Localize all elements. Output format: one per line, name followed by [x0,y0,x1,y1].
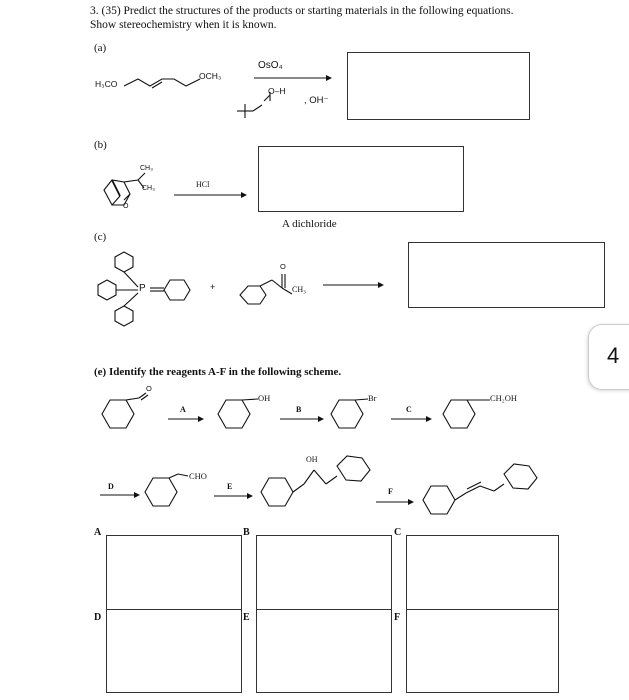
part-e-arrow-c-label: C [406,405,412,414]
part-b-product-note: A dichloride [282,218,337,230]
part-e-ketone-oxygen: O [146,384,152,393]
page-number: 4 [607,343,620,368]
part-e-arrow-a-label: A [180,405,186,414]
answer-box-d[interactable] [106,609,242,693]
part-e-ch2oh: CH₂OH [490,393,518,403]
part-c-plus: + [210,282,216,292]
part-a-ooh: O–H [268,86,286,96]
question-line-2: Show stereochemistry when it is known. [90,19,277,31]
part-e-arrow-f-label: F [388,487,393,496]
part-e-arrow-d-label: D [108,482,114,491]
answer-label-e: E [243,612,250,623]
part-a-base: , OH⁻ [304,95,329,106]
part-b-reagent-hcl: HCl [196,180,210,189]
part-b-methyl-2: CH₃ [142,185,155,192]
answer-box-e[interactable] [256,609,392,693]
part-b-methyl-1: CH₃ [140,165,153,172]
answer-box-b[interactable] [256,535,392,611]
part-a-methoxy-left: H₃CO [95,79,118,89]
part-b-ring-oxygen: O [123,203,129,210]
part-e-bromo: Br [368,393,377,403]
part-c-methyl: CH₃ [292,285,306,294]
answer-box-f[interactable] [406,609,559,693]
part-e-arrow-b-label: B [296,405,302,414]
part-e-cho: CHO [189,471,207,481]
answer-label-a: A [94,527,102,538]
question-line-1: 3. (35) Predict the structures of the products or starting materials in the following equations. [90,5,514,17]
answer-box-c[interactable] [406,535,559,611]
part-a-methoxy-right: OCH₃ [199,71,222,81]
part-e-oh-2: OH [306,455,318,464]
part-b-label: (b) [94,139,107,151]
part-c-phosphorus: P [139,283,146,294]
answer-label-b: B [243,527,250,538]
answer-label-d: D [94,612,102,623]
answer-box-a[interactable] [106,535,242,611]
part-e-title: (e) Identify the reagents A-F in the following scheme. [94,366,342,378]
part-e-oh-1: OH [258,393,271,403]
part-a-reagent-oso4: OsO₄ [258,60,283,71]
answer-label-f: F [394,612,401,623]
part-e-arrow-e-label: E [227,482,233,491]
part-c-label: (c) [94,231,107,243]
answer-label-c: C [394,527,402,538]
part-a-label: (a) [94,42,107,54]
part-c-carbonyl-oxygen: O [280,262,286,271]
